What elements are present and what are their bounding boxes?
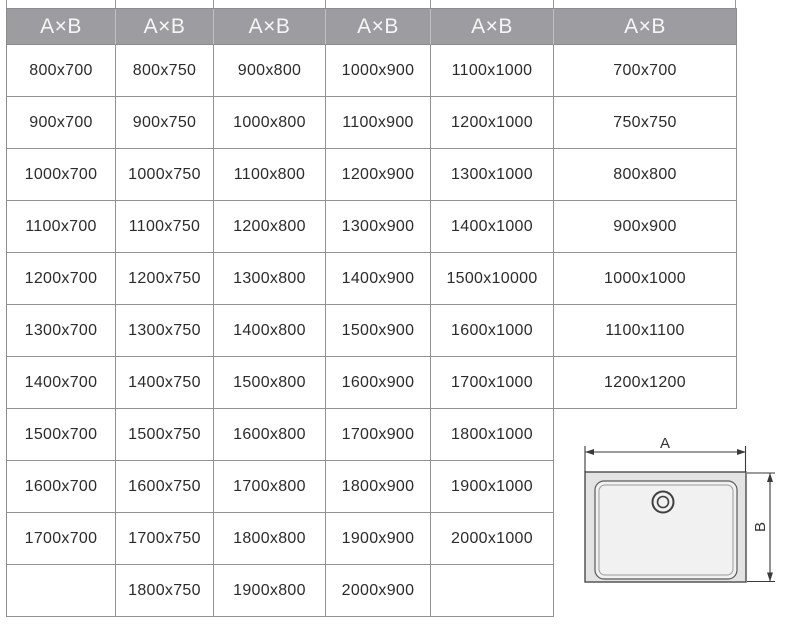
arrow-right-icon	[737, 449, 746, 455]
size-cell: 1000x700	[7, 149, 116, 201]
size-cell: 1500x900	[326, 305, 431, 357]
size-cell: 1500x800	[214, 357, 326, 409]
column-header: A×B	[214, 9, 326, 45]
size-cell: 1200x700	[7, 253, 116, 305]
size-cell: 1900x900	[326, 513, 431, 565]
size-cell: 1400x700	[7, 357, 116, 409]
size-cell: 1400x1000	[431, 201, 554, 253]
size-cell: 1800x800	[214, 513, 326, 565]
size-cell: 2000x900	[326, 565, 431, 617]
size-cell: 1600x800	[214, 409, 326, 461]
size-cell: 1100x750	[116, 201, 214, 253]
size-cell: 900x700	[7, 97, 116, 149]
size-cell: 1700x750	[116, 513, 214, 565]
column-header: A×B	[431, 9, 554, 45]
size-cell: 1300x800	[214, 253, 326, 305]
arrow-down-icon	[767, 573, 773, 582]
size-cell: 1300x750	[116, 305, 214, 357]
size-cell: 900x800	[214, 45, 326, 97]
size-cell: 1400x750	[116, 357, 214, 409]
size-cell: 1900x800	[214, 565, 326, 617]
size-cell: 1000x1000	[554, 253, 737, 305]
tray-diagram	[575, 436, 790, 588]
size-cell: 1700x900	[326, 409, 431, 461]
size-cell: 1600x700	[7, 461, 116, 513]
size-cell: 750x750	[554, 97, 737, 149]
size-cell: 1000x900	[326, 45, 431, 97]
size-cell: 900x750	[116, 97, 214, 149]
size-cell: 1200x750	[116, 253, 214, 305]
size-cell: 1100x700	[7, 201, 116, 253]
size-cell: 1700x700	[7, 513, 116, 565]
arrow-up-icon	[767, 473, 773, 482]
size-cell: 1700x800	[214, 461, 326, 513]
size-cell: 1800x900	[326, 461, 431, 513]
size-cell: 1300x700	[7, 305, 116, 357]
size-cell: 1200x900	[326, 149, 431, 201]
size-cell: 800x800	[554, 149, 737, 201]
size-cell: 1300x900	[326, 201, 431, 253]
size-cell: 1100x1000	[431, 45, 554, 97]
size-cell: 1100x1100	[554, 305, 737, 357]
size-cell: 1900x1000	[431, 461, 554, 513]
size-cell: 1800x750	[116, 565, 214, 617]
size-cell: 1200x800	[214, 201, 326, 253]
size-cell: 1700x1000	[431, 357, 554, 409]
size-cell: 1400x900	[326, 253, 431, 305]
size-cell: 1800x1000	[431, 409, 554, 461]
size-cell: 1000x750	[116, 149, 214, 201]
drain-circle-icon	[653, 492, 674, 513]
size-cell: 700x700	[554, 45, 737, 97]
size-cell: 2000x1000	[431, 513, 554, 565]
size-cell	[7, 565, 116, 617]
arrow-left-icon	[585, 449, 594, 455]
size-cell: 1100x900	[326, 97, 431, 149]
dimension-b-label: B	[752, 521, 769, 533]
column-header: A×B	[7, 9, 116, 45]
size-cell: 800x750	[116, 45, 214, 97]
size-cell: 1600x900	[326, 357, 431, 409]
column-header: A×B	[326, 9, 431, 45]
size-cell: 1400x800	[214, 305, 326, 357]
size-cell: 1000x800	[214, 97, 326, 149]
size-cell: 1600x750	[116, 461, 214, 513]
size-cell: 1200x1000	[431, 97, 554, 149]
dimension-a-label: A	[659, 436, 671, 452]
size-cell: 1500x10000	[431, 253, 554, 305]
size-cell: 900x900	[554, 201, 737, 253]
size-cell: 1500x700	[7, 409, 116, 461]
size-cell: 1100x800	[214, 149, 326, 201]
column-header: A×B	[554, 9, 737, 45]
size-cell	[431, 565, 554, 617]
size-cell: 800x700	[7, 45, 116, 97]
column-header: A×B	[116, 9, 214, 45]
size-cell: 1200x1200	[554, 357, 737, 409]
size-cell: 1600x1000	[431, 305, 554, 357]
size-cell: 1500x750	[116, 409, 214, 461]
size-cell: 1300x1000	[431, 149, 554, 201]
